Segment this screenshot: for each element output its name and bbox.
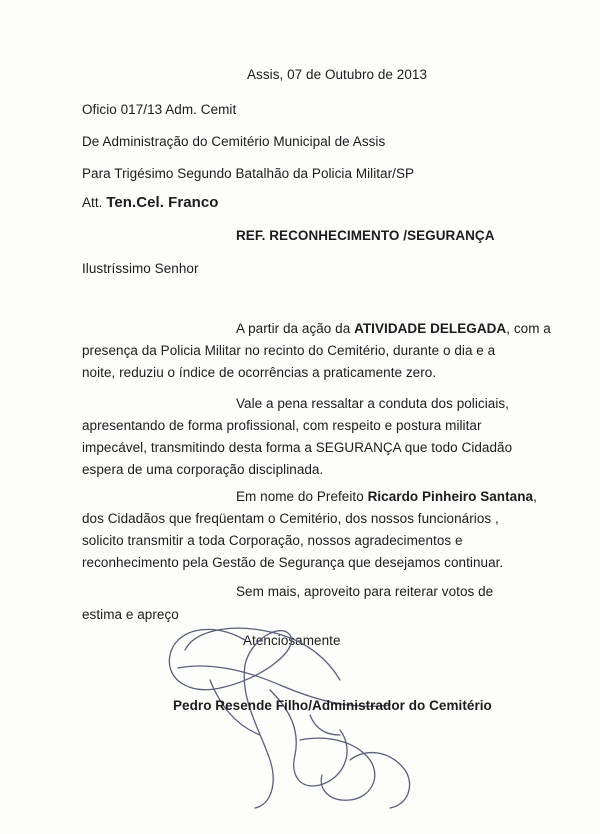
date-line: Assis, 07 de Outubro de 2013: [247, 67, 428, 82]
salutation: Ilustríssimo Senhor: [82, 261, 199, 276]
paragraph2-line2: apresentando de forma profissional, com respeito e postura militar: [82, 418, 482, 433]
paragraph1-line3: noite, reduziu o índice de ocorrências a praticamente zero.: [82, 365, 437, 380]
closing-line2: estima e apreço: [82, 607, 179, 622]
paragraph2-line3: impecável, transmitindo desta forma a SEGURANÇA que todo Cidadão: [82, 440, 513, 455]
paragraph1-line2: presença da Policia Militar no recinto do Cemitério, durante o dia e a: [82, 343, 496, 358]
attention-line: [82, 194, 218, 212]
paragraph2-line4: espera de uma corporação disciplinada.: [82, 462, 324, 477]
paragraph3-text: Em nome do Prefeito: [236, 489, 368, 504]
recipient-line: Para Trigésimo Segundo Batalhão da Policia Militar/SP: [82, 166, 415, 181]
paragraph3-line4: reconhecimento pela Gestão de Segurança que desejamos continuar.: [82, 555, 504, 570]
closing-line1: Sem mais, aproveito para reiterar votos de: [236, 584, 494, 599]
paragraph1-bold-text: ATIVIDADE DELEGADA: [354, 321, 507, 336]
paragraph1-text: A partir da ação da: [236, 321, 355, 336]
paragraph2-line1: Vale a pena ressaltar a conduta dos policiais,: [236, 396, 509, 411]
paragraph3-text-end: ,: [533, 489, 537, 504]
sender-line: De Administração do Cemitério Municipal de Assis: [82, 134, 386, 149]
paragraph3-line2: dos Cidadãos que freqüentam o Cemitério, dos nossos funcionários ,: [82, 511, 499, 526]
attention-prefix: Att.: [82, 195, 103, 210]
paragraph3-bold-text: Ricardo Pinheiro Santana: [367, 489, 534, 504]
oficio-number: Oficio 017/13 Adm. Cemit: [82, 102, 237, 117]
paragraph1-text-end: , com a: [506, 321, 551, 336]
signer-name: Pedro Resende Filho/Administrador do Cemitério: [173, 698, 492, 713]
reference-line: REF. RECONHECIMENTO /SEGURANÇA: [236, 228, 495, 243]
paragraph1-line1: [236, 320, 551, 338]
paragraph3-line3: solicito transmitir a toda Corporação, nossos agradecimentos e: [82, 533, 463, 548]
valediction: Atenciosamente: [243, 633, 341, 648]
paragraph3-line1: [236, 488, 537, 506]
attention-name: Ten.Cel. Franco: [106, 194, 219, 211]
